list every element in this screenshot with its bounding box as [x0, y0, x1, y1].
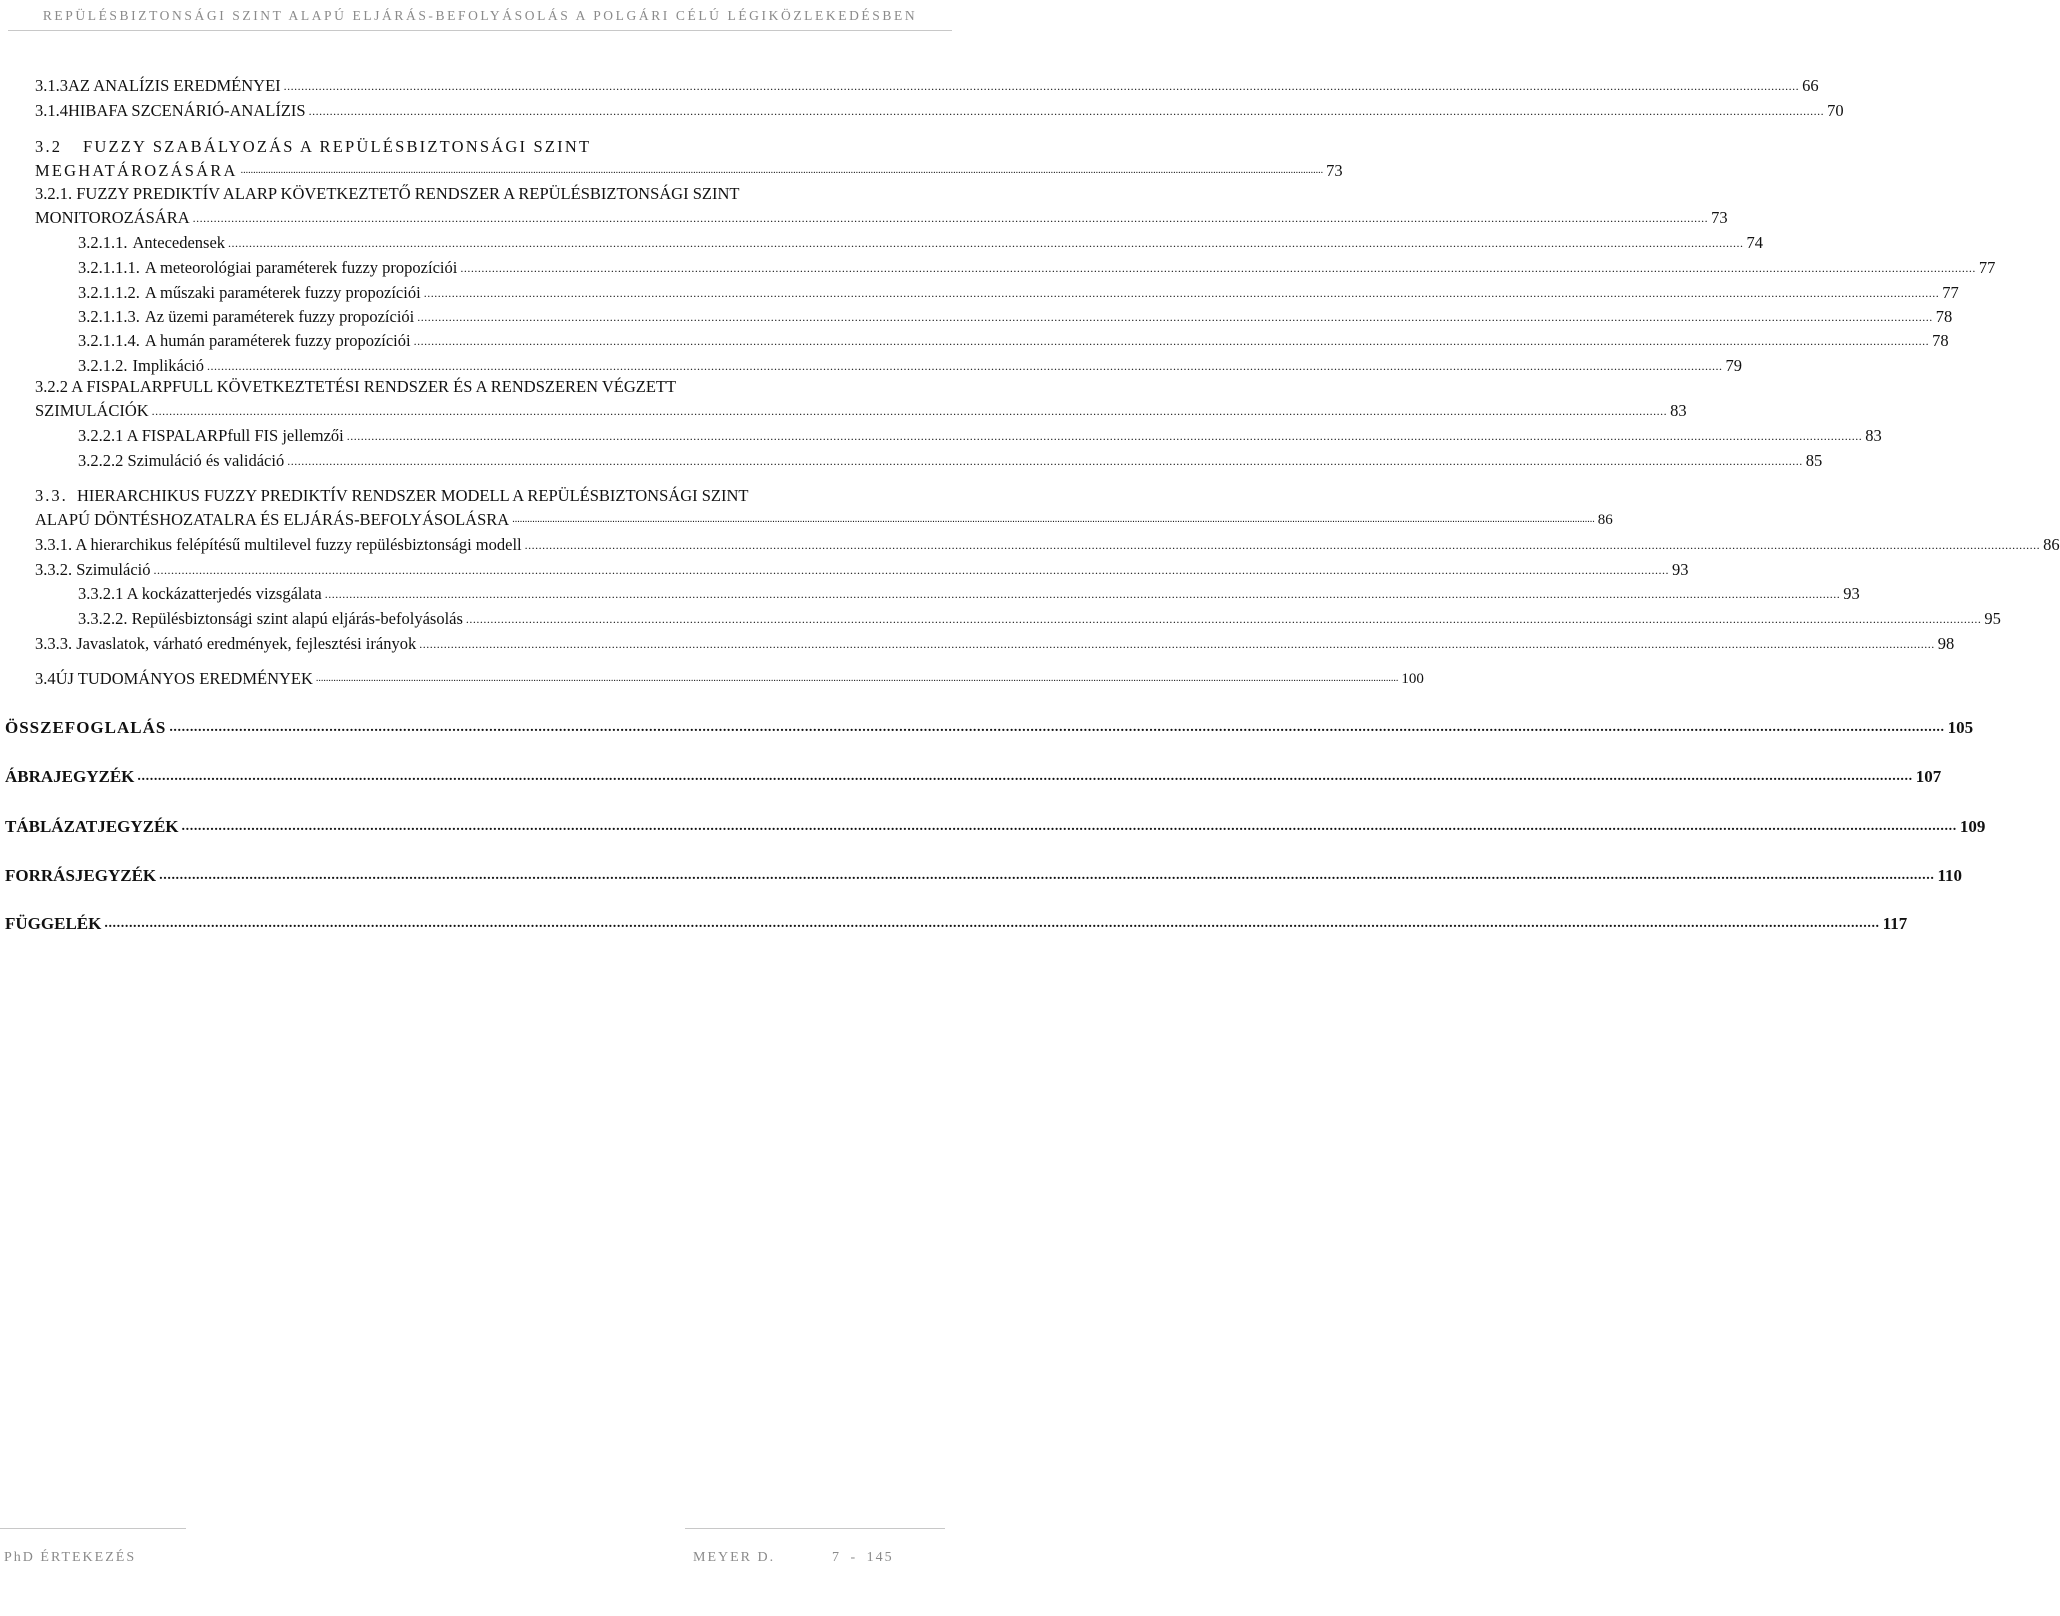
toc-leader-dots [182, 817, 1957, 837]
toc-entry-3-2-1-1-2[interactable] [78, 283, 1959, 303]
toc-leader-dots [309, 101, 1825, 121]
toc-leader-dots [152, 401, 1668, 421]
toc-title: Antecedensek [132, 233, 226, 252]
toc-page-number: 66 [1802, 76, 1819, 95]
toc-leader-dots [347, 426, 1863, 446]
toc-leader-dots [241, 161, 1324, 181]
toc-number: 3.2 [35, 137, 63, 156]
toc-page-number: 86 [2043, 535, 2060, 554]
toc-leader-dots [419, 634, 1935, 654]
toc-page-number: 83 [1865, 426, 1882, 445]
toc-entry-3-2-1-1-4[interactable] [78, 331, 1949, 351]
footer-left-label: PhD ÉRTEKEZÉS [4, 1550, 137, 1565]
footer-total-pages: 145 [866, 1550, 894, 1565]
footer-separator: - [850, 1550, 858, 1565]
toc-entry-3-2-line2[interactable] [35, 161, 1343, 181]
toc-page-number: 83 [1670, 401, 1687, 420]
toc-title: FUZZY SZABÁLYOZÁS A REPÜLÉSBIZTONSÁGI SZINT [83, 137, 592, 156]
toc-entry-3-2-1-line2[interactable] [35, 208, 1728, 228]
toc-entry-3-2-1-1-3[interactable] [78, 307, 1953, 327]
toc-title: FORRÁSJEGYZÉK [5, 866, 157, 885]
toc-page-number: 73 [1326, 161, 1343, 180]
toc-page-number: 105 [1947, 718, 1974, 737]
toc-leader-dots [228, 233, 1744, 253]
toc-leader-dots [417, 307, 1933, 327]
toc-leader-dots [525, 535, 2041, 555]
toc-title: ÁBRAJEGYZÉK [5, 767, 135, 786]
toc-entry-3-1-3[interactable] [35, 76, 1819, 96]
toc-page-number: 78 [1932, 331, 1949, 350]
toc-number: 3.2.1.1.2. [78, 283, 140, 302]
toc-number: 3.1.3 [35, 76, 68, 95]
toc-title: A műszaki paraméterek fuzzy propozíciói [144, 283, 421, 302]
toc-title: 3.3.2.2. Repülésbiztonsági szint alapú eljárás-befolyásolás [78, 609, 463, 628]
toc-title: 3.2.2 A FISPALARPFULL KÖVETKEZTETÉSI RENDSZER ÉS A RENDSZEREN VÉGZETT [35, 377, 677, 396]
toc-entry-3-2-line1[interactable] [35, 137, 591, 157]
toc-page-number: 98 [1937, 634, 1955, 653]
toc-entry-3-2-2-line2[interactable] [35, 401, 1687, 421]
toc-number: 3.2.1.1.3. [78, 307, 140, 326]
toc-page-number: 95 [1984, 609, 2001, 628]
toc-title: 3.2.1. FUZZY PREDIKTÍV ALARP KÖVETKEZTETŐ RENDSZER A REPÜLÉSBIZTONSÁGI SZINT [35, 184, 740, 203]
toc-number: 3.3. [35, 486, 68, 505]
toc-title: 3.3.2. Szimuláció [35, 560, 151, 579]
toc-leader-dots [169, 718, 1944, 738]
toc-page-number: 79 [1725, 356, 1742, 375]
toc-number: 3.2.1.2. [78, 356, 128, 375]
toc-entry-3-3-2[interactable] [35, 560, 1689, 580]
toc-leader-dots [325, 584, 1841, 604]
toc-entry-3-1-4[interactable] [35, 101, 1844, 121]
toc-entry-3-4[interactable] [35, 669, 1424, 689]
toc-leader-dots [512, 510, 1595, 530]
toc-title: HIBAFA SZCENÁRIÓ-ANALÍZIS [68, 101, 306, 120]
toc-page-number: 70 [1827, 101, 1844, 120]
toc-title: A humán paraméterek fuzzy propozíciói [144, 331, 411, 350]
toc-entry-3-2-1-1[interactable] [78, 233, 1764, 253]
toc-number: 3.2.1.1.1. [78, 258, 140, 277]
toc-entry-3-3-1[interactable] [35, 535, 2060, 555]
footer-author: MEYER D. [693, 1550, 776, 1565]
toc-entry-3-3-line2[interactable] [35, 510, 1613, 530]
toc-number: 3.4 [35, 669, 56, 688]
toc-title: 3.3.3. Javaslatok, várható eredmények, fejlesztési irányok [35, 634, 417, 653]
toc-number: 3.1.4 [35, 101, 68, 120]
toc-leader-dots [466, 609, 1982, 629]
toc-entry-3-2-2-line1[interactable] [35, 377, 676, 397]
toc-title: ÖSSZEFOGLALÁS [5, 718, 167, 737]
toc-title-continued: ALAPÚ DÖNTÉSHOZATALRA ÉS ELJÁRÁS-BEFOLYÁSOLÁSRA [35, 510, 510, 529]
toc-title: FÜGGELÉK [5, 914, 102, 933]
toc-entry-3-2-2-1[interactable] [78, 426, 1882, 446]
toc-title: Az üzemi paraméterek fuzzy propozíciói [144, 307, 415, 326]
toc-page-number: 85 [1805, 451, 1823, 470]
toc-entry-3-2-2-2[interactable] [78, 451, 1823, 471]
toc-leader-dots [284, 76, 1800, 96]
toc-title-continued: MONITOROZÁSÁRA [35, 208, 190, 227]
footer-rule-left [0, 1528, 186, 1529]
toc-title: 3.3.1. A hierarchikus felépítésű multilevel fuzzy repülésbiztonsági modell [35, 535, 522, 554]
toc-entry-forrasjegyzek[interactable] [5, 866, 1962, 886]
toc-page-number: 73 [1711, 208, 1728, 227]
toc-entry-3-2-1-line1[interactable] [35, 184, 739, 204]
toc-page-number: 77 [1978, 258, 1996, 277]
toc-page-number: 110 [1937, 866, 1962, 885]
toc-title: ÚJ TUDOMÁNYOS EREDMÉNYEK [55, 669, 313, 688]
toc-leader-dots [316, 669, 1399, 689]
toc-entry-tablazatjegyzek[interactable] [5, 817, 1986, 837]
toc-entry-3-2-1-1-1[interactable] [78, 258, 1996, 278]
toc-leader-dots [460, 258, 1976, 278]
toc-title: AZ ANALÍZIS EREDMÉNYEI [68, 76, 281, 95]
toc-page-number: 117 [1882, 914, 1908, 933]
toc-entry-abrajegyzek[interactable] [5, 767, 1942, 787]
toc-page-number: 93 [1671, 560, 1689, 579]
toc-title: 3.2.2.2 Szimuláció és validáció [78, 451, 285, 470]
toc-entry-fuggelek[interactable] [5, 914, 1908, 934]
toc-entry-3-2-1-2[interactable] [78, 356, 1742, 376]
toc-title: A meteorológiai paraméterek fuzzy propozíciói [144, 258, 458, 277]
toc-page-number: 93 [1843, 584, 1860, 603]
toc-page-number: 78 [1935, 307, 1953, 326]
toc-number: 3.2.1.1. [78, 233, 128, 252]
toc-page-number: 107 [1915, 767, 1942, 786]
toc-title-continued: SZIMULÁCIÓK [35, 401, 149, 420]
toc-title: 3.3.2.1 A kockázatterjedés vizsgálata [78, 584, 322, 603]
toc-leader-dots [137, 767, 1912, 787]
toc-title: Implikáció [132, 356, 204, 375]
toc-page-number: 109 [1959, 817, 1986, 836]
toc-leader-dots [159, 866, 1934, 886]
toc-leader-dots [207, 356, 1723, 376]
toc-leader-dots [414, 331, 1930, 351]
toc-leader-dots [193, 208, 1709, 228]
toc-page-number: 100 [1401, 671, 1424, 687]
toc-page-number: 74 [1746, 233, 1764, 252]
toc-number: 3.2.1.1.4. [78, 331, 140, 350]
footer-rule-right [685, 1528, 945, 1529]
footer-current-page: 7 [832, 1550, 841, 1565]
toc-leader-dots [104, 914, 1879, 934]
toc-entry-osszefoglalas[interactable] [5, 718, 1974, 738]
toc-entry-3-3-2-1[interactable] [78, 584, 1860, 604]
running-header: REPÜLÉSBIZTONSÁGI SZINT ALAPÚ ELJÁRÁS-BEFOLYÁSOLÁS A POLGÁRI CÉLÚ LÉGIKÖZLEKEDÉSBEN [42, 8, 918, 23]
toc-page-number: 77 [1942, 283, 1959, 302]
toc-title: HIERARCHIKUS FUZZY PREDIKTÍV RENDSZER MODELL A REPÜLÉSBIZTONSÁGI SZINT [77, 486, 749, 505]
toc-title: 3.2.2.1 A FISPALARPfull FIS jellemzői [78, 426, 344, 445]
footer-page-number [832, 1550, 894, 1566]
toc-entry-3-3-line1[interactable] [35, 486, 748, 506]
toc-title: TÁBLÁZATJEGYZÉK [5, 817, 179, 836]
toc-leader-dots [424, 283, 1940, 303]
toc-entry-3-3-2-2[interactable] [78, 609, 2001, 629]
toc-page-number: 86 [1597, 512, 1613, 528]
toc-leader-dots [287, 451, 1803, 471]
toc-entry-3-3-3[interactable] [35, 634, 1955, 654]
toc-title-continued: MEGHATÁROZÁSÁRA [35, 161, 238, 180]
toc-leader-dots [153, 560, 1669, 580]
